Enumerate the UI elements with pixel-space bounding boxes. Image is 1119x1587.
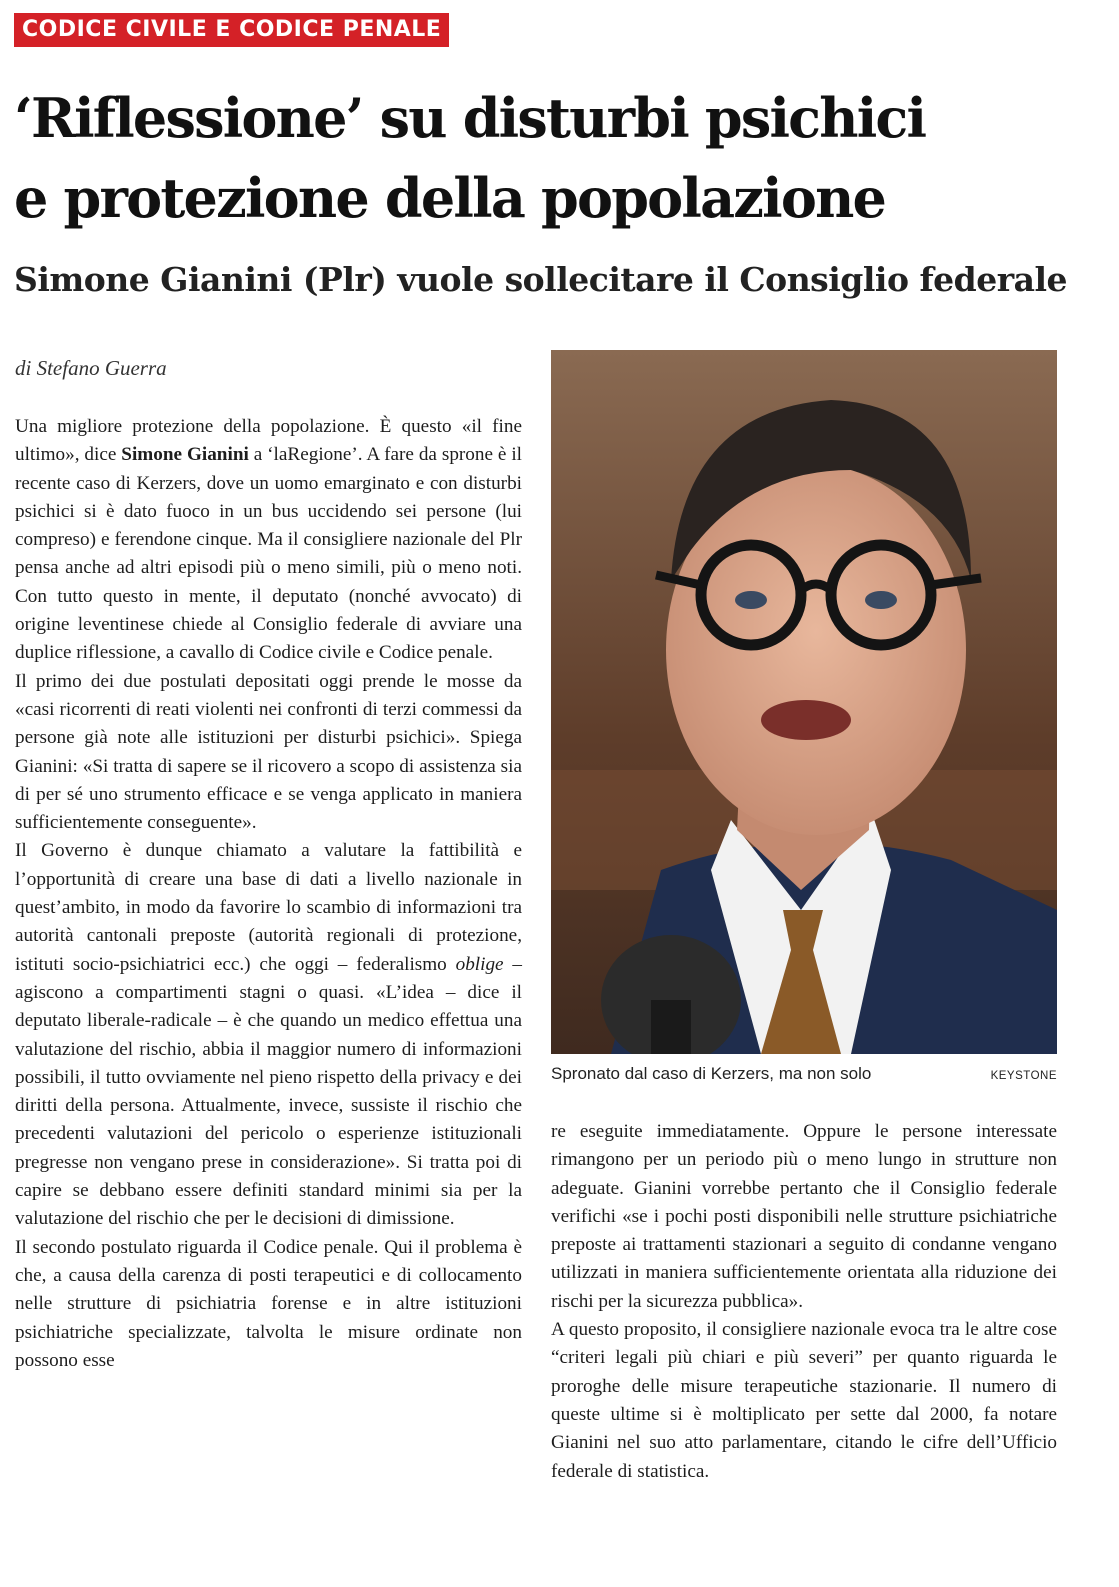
paragraph-1-text-a: Una migliore protezione della popolazione. È questo «il fine ultimo», dice [15,416,522,466]
paragraph-1-text-b: a ‘laRegione’. A fare da sprone è il recente caso di Kerzers, dove un uomo emarginato e con disturbi psichici si è dato fuoco in un bus uccidendo sei persone (lui compreso) e ferendone cinque. Ma il consigliere nazionale del Plr pensa anche ad altri episodi più o meno simili, più o meno noti. Con tutto questo in mente, il deputato (nonché avvocato) di origine leventinese chiede al Consiglio federale di avviare una duplice riflessione, a cavallo di Codice civile e Codice penale. [15,444,523,664]
section-label: CODICE CIVILE E CODICE PENALE [14,13,449,47]
portrait-photo [551,350,1057,1054]
article-column-right [551,1118,1057,1486]
person-name: Simone Gianini [121,444,249,466]
paragraph-3-text-a: Il Governo è dunque chiamato a valutare la fattibilità e l’opportunità di creare una base di dati a livello nazionale in quest’ambito, in modo da favorire lo scambio di informazioni tra autorità cantonali preposte (autorità regionali di protezione, istituti socio-psichiatrici ecc.) che oggi – federalismo [15,840,522,975]
photo-credit: KEYSTONE [990,1070,1057,1082]
byline: di Stefano Guerra [15,356,167,380]
paragraph-3-text-b: – agiscono a compartimenti stagni o quasi. «L’idea – dice il deputato liberale-radicale – è che quando un medico effettua una valutazione del rischio, abbia il maggior numero di informazioni possibili, il tutto ovviamente nel pieno rispetto della privacy e dei diritti della persona. Attualmente, invece, sussiste il rischio che precedenti valutazioni del pericolo o esperienze istituzionali pregresse non vengano prese in considerazione». Si tratta poi di capire se debbano essere definiti standard minimi sia per la valutazione del rischio che per le decisioni di dimissione. [15,953,522,1230]
headline [14,78,1109,238]
italic-word: oblige [455,953,504,975]
headline-line-1: ‘Riflessione’ su disturbi psichici [14,86,926,150]
portrait-illustration [551,350,1057,1054]
photo-caption: Spronato dal caso di Kerzers, ma non solo [551,1064,872,1083]
paragraph-1 [15,413,522,668]
paragraph-4-end: re eseguite immediatamente. Oppure le persone interessate rimangono per un periodo più o meno lungo in strutture non adeguate. Gianini vorrebbe pertanto che il Consiglio federale verifichi «se i pochi posti disponibili nelle strutture psichiatriche preposte ai trattamenti stazionari a seguito di condanne vengano utilizzati in maniera sufficientemente orientata alla riduzione dei rischi per la sicurezza pubblica». [551,1121,1057,1312]
photo-caption-row [551,1064,1057,1084]
headline-line-2: e protezione della popolazione [14,166,886,230]
paragraph-4-start: Il secondo postulato riguarda il Codice penale. Qui il problema è che, a causa della carenza di posti terapeutici e di collocamento nelle strutture di psichiatria forense e in altre istituzioni psichiatriche specializzate, talvolta le misure ordinate non possono esse [15,1236,522,1371]
subheadline: Simone Gianini (Plr) vuole sollecitare il Consiglio federale [14,260,1068,299]
paragraph-2: Il primo dei due postulati depositati oggi prende le mosse da «casi ricorrenti di reati violenti nei confronti di terzi commessi da persone già note alle istituzioni per disturbi psichici». Spiega Gianini: «Si tratta di sapere se il ricovero a scopo di assistenza sia di per sé uno strumento efficace e se venga applicato in maniera sufficientemente conseguente». [15,670,522,834]
paragraph-5: A questo proposito, il consigliere nazionale evoca tra le altre cose “criteri legali più chiari e più severi” per quanto riguarda le proroghe delle misure terapeutiche stazionarie. Il numero di queste ultime si è moltiplicato per sette dal 2000, fa notare Gianini nel suo atto parlamentare, citando le cifre dell’Ufficio federale di statistica. [551,1319,1057,1482]
paragraph-3 [15,837,522,1233]
article-column-left [15,413,522,1375]
